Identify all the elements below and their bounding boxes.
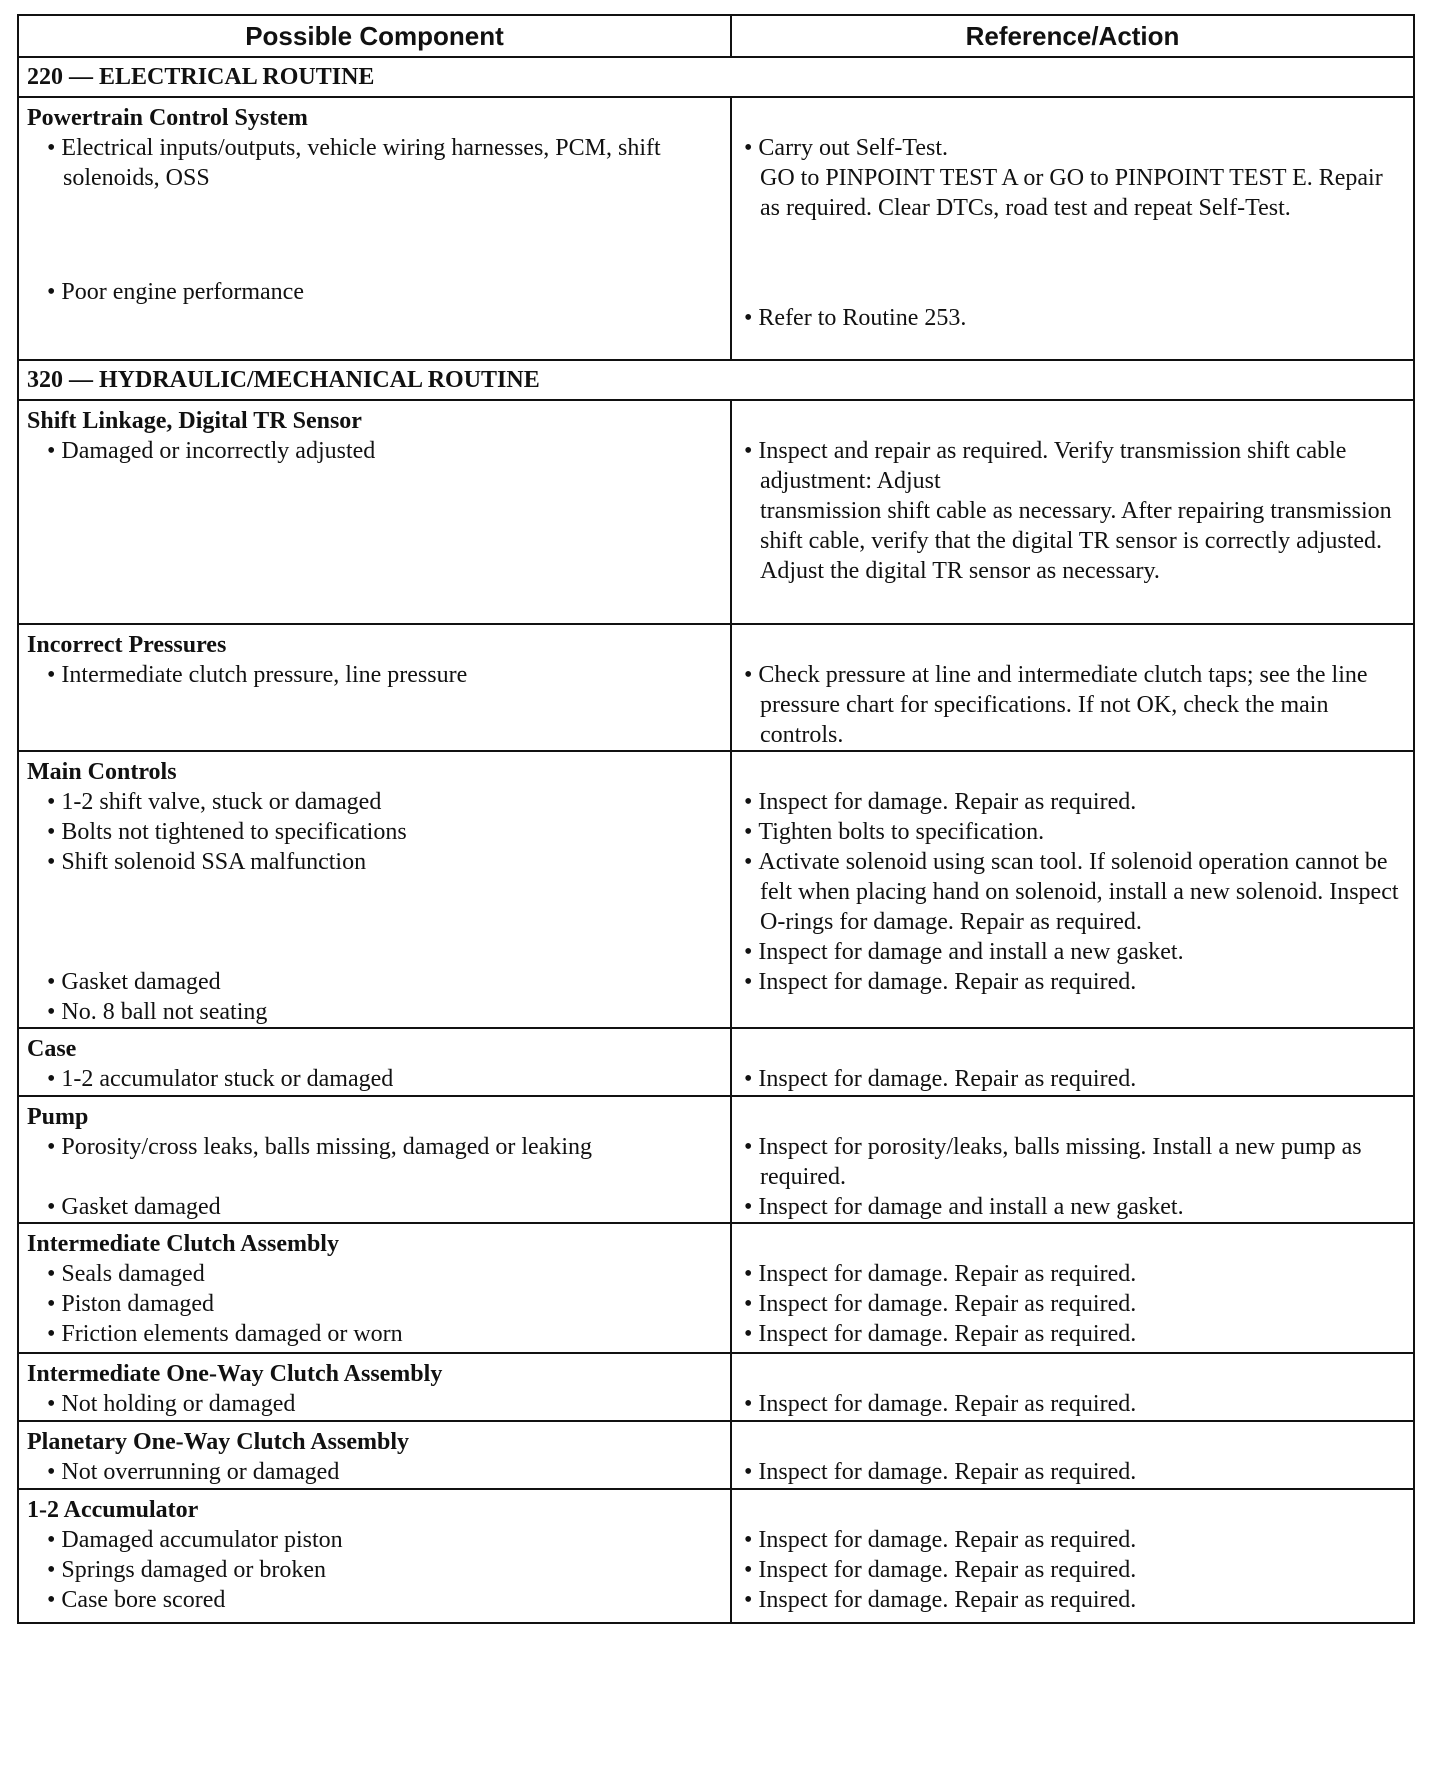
group-planetary-one-way-clutch bbox=[18, 1421, 1414, 1489]
action-item: • Inspect for porosity/leaks, balls missing. Install a new pump as required. bbox=[732, 1132, 1413, 1192]
routine-220-title: 220 — ELECTRICAL ROUTINE bbox=[18, 57, 1414, 97]
group-title: Planetary One-Way Clutch Assembly bbox=[27, 1429, 409, 1455]
action-item: • Inspect for damage and install a new gasket. bbox=[732, 1192, 1413, 1222]
action-item: • Refer to Routine 253. bbox=[732, 303, 1413, 333]
component-cell bbox=[18, 1489, 731, 1623]
component-cell bbox=[18, 1353, 731, 1421]
routine-row bbox=[18, 57, 1414, 97]
component-item: • Not holding or damaged bbox=[19, 1389, 730, 1419]
action-item-continued: transmission shift cable as necessary. After repairing transmission shift cable, verify that the digital TR sensor is correctly adjusted. Adjust the digital TR sensor as necessary. bbox=[760, 498, 1392, 584]
group-intermediate-clutch bbox=[18, 1223, 1414, 1353]
component-item: • Damaged or incorrectly adjusted bbox=[19, 436, 730, 466]
action-cell bbox=[731, 1489, 1414, 1623]
group-title: Intermediate Clutch Assembly bbox=[27, 1231, 339, 1257]
group-case bbox=[18, 1028, 1414, 1096]
group-intermediate-one-way-clutch bbox=[18, 1353, 1414, 1421]
action-item: • Inspect for damage. Repair as required. bbox=[732, 1585, 1413, 1618]
component-item: • Piston damaged bbox=[19, 1289, 730, 1319]
action-item: • Inspect for damage. Repair as required. bbox=[732, 967, 1413, 997]
component-item: • Case bore scored bbox=[19, 1585, 730, 1618]
component-item: • Gasket damaged bbox=[19, 1192, 730, 1222]
component-item: • Poor engine performance bbox=[19, 277, 730, 307]
action-cell bbox=[731, 1028, 1414, 1096]
action-item: • Activate solenoid using scan tool. If solenoid operation cannot be felt when placing hand on solenoid, install a new solenoid. Inspect O-rings for damage. Repair as required. bbox=[732, 847, 1413, 937]
component-item: • Bolts not tightened to specifications bbox=[19, 817, 730, 847]
action-item: • Check pressure at line and intermediate clutch taps; see the line pressure chart for specifications. If not OK, check the main controls. bbox=[732, 660, 1413, 750]
component-cell bbox=[18, 97, 731, 360]
component-cell bbox=[18, 1223, 731, 1353]
action-item: • Inspect for damage. Repair as required. bbox=[732, 1259, 1413, 1289]
diagnosis-table bbox=[17, 14, 1415, 1624]
group-title: Incorrect Pressures bbox=[27, 632, 227, 658]
action-item: • Inspect for damage. Repair as required. bbox=[732, 1457, 1413, 1487]
component-item: • Shift solenoid SSA malfunction bbox=[19, 847, 730, 967]
group-title: Main Controls bbox=[27, 759, 177, 785]
routine-row bbox=[18, 360, 1414, 400]
group-pump bbox=[18, 1096, 1414, 1223]
action-cell bbox=[731, 1223, 1414, 1353]
action-item: • Inspect for damage. Repair as required. bbox=[732, 1389, 1413, 1419]
action-cell bbox=[731, 1096, 1414, 1223]
group-title: Intermediate One-Way Clutch Assembly bbox=[27, 1361, 443, 1387]
action-item: • Tighten bolts to specification. bbox=[732, 817, 1413, 847]
action-cell bbox=[731, 97, 1414, 360]
action-cell bbox=[731, 624, 1414, 751]
component-cell bbox=[18, 1421, 731, 1489]
group-title: Shift Linkage, Digital TR Sensor bbox=[27, 408, 362, 434]
component-item: • Porosity/cross leaks, balls missing, damaged or leaking bbox=[19, 1132, 730, 1192]
component-item: • Seals damaged bbox=[19, 1259, 730, 1289]
component-cell bbox=[18, 1028, 731, 1096]
action-item: • Inspect for damage. Repair as required. bbox=[732, 1555, 1413, 1585]
action-item: • Inspect and repair as required. Verify transmission shift cable adjustment: Adjust bbox=[732, 436, 1413, 496]
group-title: 1-2 Accumulator bbox=[27, 1497, 199, 1523]
component-cell bbox=[18, 400, 731, 624]
action-cell bbox=[731, 751, 1414, 1028]
routine-320-title: 320 — HYDRAULIC/MECHANICAL ROUTINE bbox=[18, 360, 1414, 400]
component-item: • Damaged accumulator piston bbox=[19, 1525, 730, 1555]
group-linkage bbox=[18, 400, 1414, 624]
action-item-continued: GO to PINPOINT TEST A or GO to PINPOINT TEST E. Repair as required. Clear DTCs, road test and repeat Self-Test. bbox=[760, 165, 1383, 221]
component-item: • Electrical inputs/outputs, vehicle wiring harnesses, PCM, shift solenoids, OSS bbox=[19, 133, 730, 277]
action-item: • Carry out Self-Test. bbox=[732, 133, 1413, 163]
group-title: Powertrain Control System bbox=[27, 105, 308, 131]
action-item: • Inspect for damage. Repair as required. bbox=[732, 1525, 1413, 1555]
action-cell bbox=[731, 400, 1414, 624]
group-powertrain bbox=[18, 97, 1414, 360]
component-item: • Friction elements damaged or worn bbox=[19, 1319, 730, 1349]
component-cell bbox=[18, 624, 731, 751]
component-cell bbox=[18, 1096, 731, 1223]
component-item: • 1-2 accumulator stuck or damaged bbox=[19, 1064, 730, 1094]
action-item: • Inspect for damage. Repair as required. bbox=[732, 787, 1413, 817]
group-title: Pump bbox=[27, 1104, 89, 1130]
action-cell bbox=[731, 1353, 1414, 1421]
header-row bbox=[18, 15, 1414, 57]
group-main-controls bbox=[18, 751, 1414, 1028]
action-item: • Inspect for damage and install a new gasket. bbox=[732, 937, 1413, 967]
group-pressures bbox=[18, 624, 1414, 751]
action-item: • Inspect for damage. Repair as required. bbox=[732, 1319, 1413, 1349]
group-accumulator bbox=[18, 1489, 1414, 1623]
component-item: • No. 8 ball not seating bbox=[19, 997, 730, 1027]
action-item: • Inspect for damage. Repair as required. bbox=[732, 1289, 1413, 1319]
group-title: Case bbox=[27, 1036, 77, 1062]
header-component: Possible Component bbox=[18, 15, 731, 57]
component-item: • Intermediate clutch pressure, line pressure bbox=[19, 660, 730, 690]
component-item: • Springs damaged or broken bbox=[19, 1555, 730, 1585]
component-item: • Gasket damaged bbox=[19, 967, 730, 997]
component-cell bbox=[18, 751, 731, 1028]
action-item: • Inspect for damage. Repair as required. bbox=[732, 1064, 1413, 1094]
action-cell bbox=[731, 1421, 1414, 1489]
component-item: • 1-2 shift valve, stuck or damaged bbox=[19, 787, 730, 817]
component-item: • Not overrunning or damaged bbox=[19, 1457, 730, 1487]
header-action: Reference/Action bbox=[731, 15, 1414, 57]
